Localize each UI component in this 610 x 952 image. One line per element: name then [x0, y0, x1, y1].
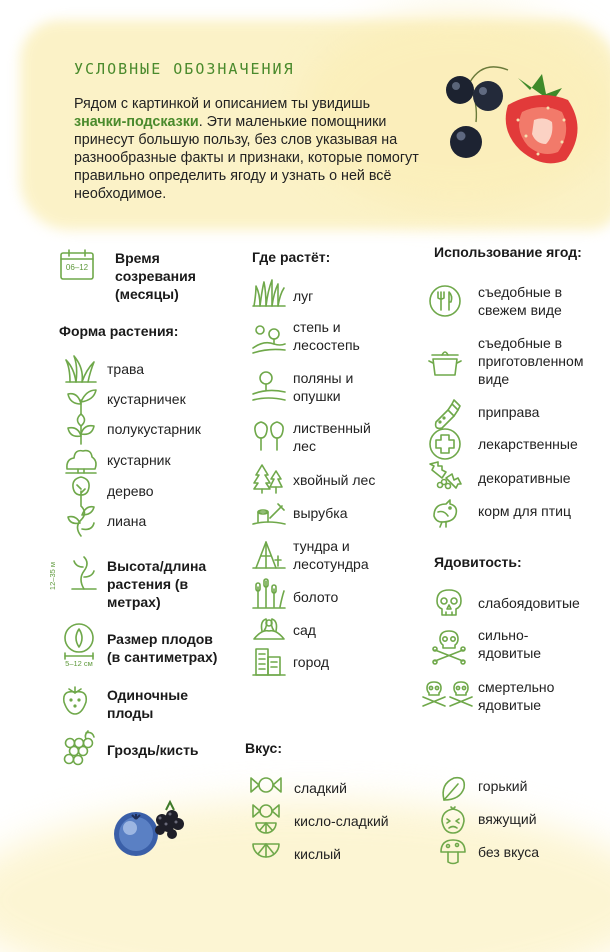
- astringent-icon: [438, 805, 468, 835]
- taste-label-1: кисло-сладкий: [294, 813, 389, 829]
- tundra-icon: [252, 538, 286, 572]
- meadow-icon: [252, 276, 286, 310]
- bitter-leaf-icon: [438, 774, 468, 804]
- subshrub-icon: [64, 382, 98, 416]
- medical-cross-icon: [428, 427, 462, 461]
- usage-label-1: съедобные в приготовленном виде: [478, 335, 584, 387]
- taste-heading: Вкус:: [245, 740, 283, 756]
- taste-label-2: кислый: [294, 846, 341, 862]
- taste-label-0: сладкий: [294, 780, 347, 796]
- fork-plate-icon: [428, 284, 462, 318]
- calendar-icon-text: 06–12: [65, 263, 89, 272]
- skull-crossbones-icon: [431, 628, 467, 664]
- cluster-icon: [60, 729, 96, 767]
- candy-icon: [249, 772, 283, 798]
- tree-icon: [64, 473, 98, 507]
- intro-highlight: значки-подсказки: [74, 114, 199, 130]
- intro-title: УСЛОВНЫЕ ОБОЗНАЧЕНИЯ: [74, 60, 295, 78]
- plant-form-label-4: дерево: [107, 483, 154, 499]
- berries-illustration: [438, 60, 588, 190]
- habitat-label-6: тундра и лесотундра: [293, 538, 369, 572]
- taste-label-5: без вкуса: [478, 844, 539, 860]
- habitat-label-1: степь и лесостепь: [293, 319, 360, 353]
- usage-label-3: лекарственные: [478, 436, 578, 452]
- deciduous-forest-icon: [252, 418, 286, 452]
- toxicity-heading: Ядовитость:: [434, 554, 522, 570]
- plant-form-label-0: трава: [107, 361, 145, 377]
- liana-icon: [64, 503, 98, 537]
- height-icon-text: 12–35 м: [48, 561, 57, 591]
- habitat-label-3: лиственный лес: [293, 420, 371, 454]
- clearing-icon: [252, 496, 286, 530]
- single-fruit-icon: [60, 684, 90, 716]
- height-icon: [68, 555, 98, 591]
- fruit-size-icon: [60, 621, 98, 659]
- habitat-label-5: вырубка: [293, 505, 348, 521]
- spice-icon: [428, 396, 462, 430]
- glade-icon: [252, 370, 286, 404]
- habitat-label-0: луг: [293, 288, 314, 304]
- toxicity-label-2: смертельно ядовитые: [478, 679, 555, 713]
- taste-label-4: вяжущий: [478, 811, 537, 827]
- usage-heading: Использование ягод:: [434, 244, 582, 260]
- single-fruit-label: Одиночные плоды: [107, 687, 189, 721]
- cluster-label: Гроздь/кисть: [107, 742, 199, 758]
- habitat-label-4: хвойный лес: [293, 472, 376, 488]
- garden-icon: [252, 611, 286, 645]
- usage-label-5: корм для птиц: [478, 503, 572, 519]
- usage-label-4: декоративные: [478, 470, 571, 486]
- conifer-forest-icon: [252, 461, 286, 495]
- city-icon: [252, 645, 286, 679]
- habitat-label-7: болото: [293, 589, 339, 605]
- habitat-label-8: сад: [293, 622, 316, 638]
- blueberry-blackberry-illustration: [108, 796, 188, 860]
- lemon-icon: [249, 838, 283, 864]
- ripening-label: Время созревания (месяцы): [115, 250, 196, 302]
- bird-icon: [428, 494, 462, 528]
- half-shrub-icon: [64, 412, 98, 446]
- candy-lemon-icon: [249, 801, 283, 835]
- mushroom-icon: [438, 836, 468, 866]
- taste-label-3: горький: [478, 778, 528, 794]
- usage-label-2: приправа: [478, 404, 540, 420]
- fruit-size-label: Размер плодов (в сантиметрах): [107, 631, 218, 665]
- double-skull-icon-second: [447, 680, 475, 708]
- plant-form-label-5: лиана: [107, 513, 147, 529]
- swamp-icon: [252, 577, 286, 611]
- plant-form-label-1: кустарничек: [107, 391, 186, 407]
- habitat-heading: Где растёт:: [252, 249, 331, 265]
- intro-text: Рядом с картинкой и описанием ты увидишь значки-подсказки. Эти маленькие помощники принесут большую пользу, без слов указывая на разнообразные факты и признаки, которые помогут правильно определить ягоду и узнать о ней всё необходимое.: [74, 96, 419, 202]
- plant-form-label-2: полукустарник: [107, 421, 201, 437]
- fruit-size-icon-text: 5–12 см: [65, 659, 93, 668]
- habitat-label-9: город: [293, 654, 330, 670]
- toxicity-label-1: сильно-ядовитые: [478, 627, 542, 661]
- grass-icon: [64, 352, 98, 386]
- shrub-icon: [64, 443, 98, 477]
- plant-form-heading: Форма растения:: [59, 323, 179, 339]
- steppe-icon: [252, 322, 286, 356]
- pot-icon: [428, 345, 462, 379]
- habitat-label-2: поляны и опушки: [293, 370, 354, 404]
- double-skull-icon: [420, 680, 448, 708]
- toxicity-label-0: слабоядовитые: [478, 595, 580, 611]
- usage-label-0: съедобные в свежем виде: [478, 284, 563, 318]
- skull-icon: [433, 587, 465, 619]
- plant-form-label-3: кустарник: [107, 452, 171, 468]
- height-label: Высота/длина растения (в метрах): [107, 558, 207, 610]
- holly-icon: [428, 460, 462, 494]
